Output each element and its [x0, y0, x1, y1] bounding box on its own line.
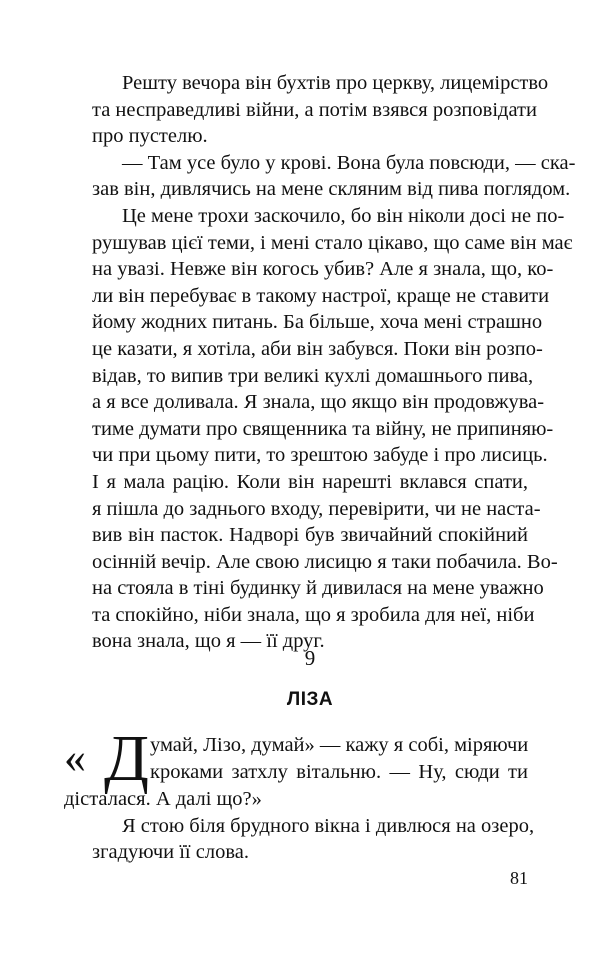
- dropcap-quote: «: [64, 733, 82, 782]
- text-line: на увазі. Невже він когось убив? Але я знала, що, ко-: [92, 258, 554, 281]
- text-line: вив він пасток. Надворі був звичайний спокійний: [92, 524, 528, 547]
- dropcap-paragraph-start: [64, 722, 529, 795]
- text-line: дісталася. А далі що?»: [64, 788, 262, 810]
- dropcap-letter: Д: [104, 722, 150, 795]
- text-line: Це мене трохи заскочило, бо він ніколи досі не по-: [122, 204, 565, 227]
- text-line: на стояла в тіні будинку й дивилася на мене уважно: [92, 577, 544, 600]
- text-line: я пішла до заднього входу, перевірити, чи не наста-: [92, 497, 541, 520]
- text-line: тиме думати про священника та війну, не припиняю-: [92, 417, 554, 440]
- dropcap-lines: [150, 732, 528, 785]
- text-line: чи при цьому пити, то зрештою забуде і про лисиць.: [92, 444, 548, 467]
- text-line: про пустелю.: [92, 125, 208, 148]
- text-line: вона знала, що я — її друг.: [92, 630, 325, 653]
- text-line: та спокійно, ніби знала, що я зробила для неї, ніби: [92, 603, 535, 626]
- text-line: рушував цієї теми, і мені стало цікаво, що саме він має: [92, 231, 573, 254]
- text-line: йому жодних питань. Ба більше, хоча мені страшно: [92, 311, 543, 334]
- text-line: відав, то випив три великі кухлі домашнього пива,: [92, 364, 534, 387]
- text-line: І я мала рацію. Коли він нарешті вклався спати,: [92, 470, 528, 493]
- text-line: кроками затхлу вітальню. — Ну, сюди ти: [150, 760, 528, 783]
- page-number: 81: [510, 868, 528, 888]
- text-line: зав він, дивлячись на мене скляним від пива поглядом.: [92, 178, 571, 201]
- text-line: умай, Лізо, думай» — кажу я собі, міряючи: [150, 734, 529, 756]
- text-line: осінній вечір. Але свою лисицю я таки побачила. Во-: [92, 550, 558, 573]
- chapter-body: [64, 722, 535, 866]
- text-line: це казати, я хотіла, аби він забувся. Поки він розпо-: [92, 337, 543, 360]
- chapter-title: ЛІЗА: [286, 689, 334, 710]
- chapter-number: 9: [304, 646, 316, 670]
- chapter-body-lines: [64, 786, 535, 866]
- text-line: — Там усе було у крові. Вона була повсюди, — ска-: [122, 151, 576, 174]
- text-line: згадуючи її слова.: [92, 841, 249, 864]
- text-line: Решту вечора він бухтів про церкву, лицемірство: [122, 72, 549, 94]
- text-line: Я стою біля брудного вікна і дивлюся на озеро,: [122, 814, 535, 837]
- text-line: а я все доливала. Я знала, що якщо він продовжува-: [92, 391, 545, 414]
- previous-section-text: [92, 70, 576, 655]
- text-line: ли він перебуває в такому настрої, краще не ставити: [92, 284, 550, 307]
- text-line: та несправедливі війни, а потім взявся розповідати: [92, 98, 537, 121]
